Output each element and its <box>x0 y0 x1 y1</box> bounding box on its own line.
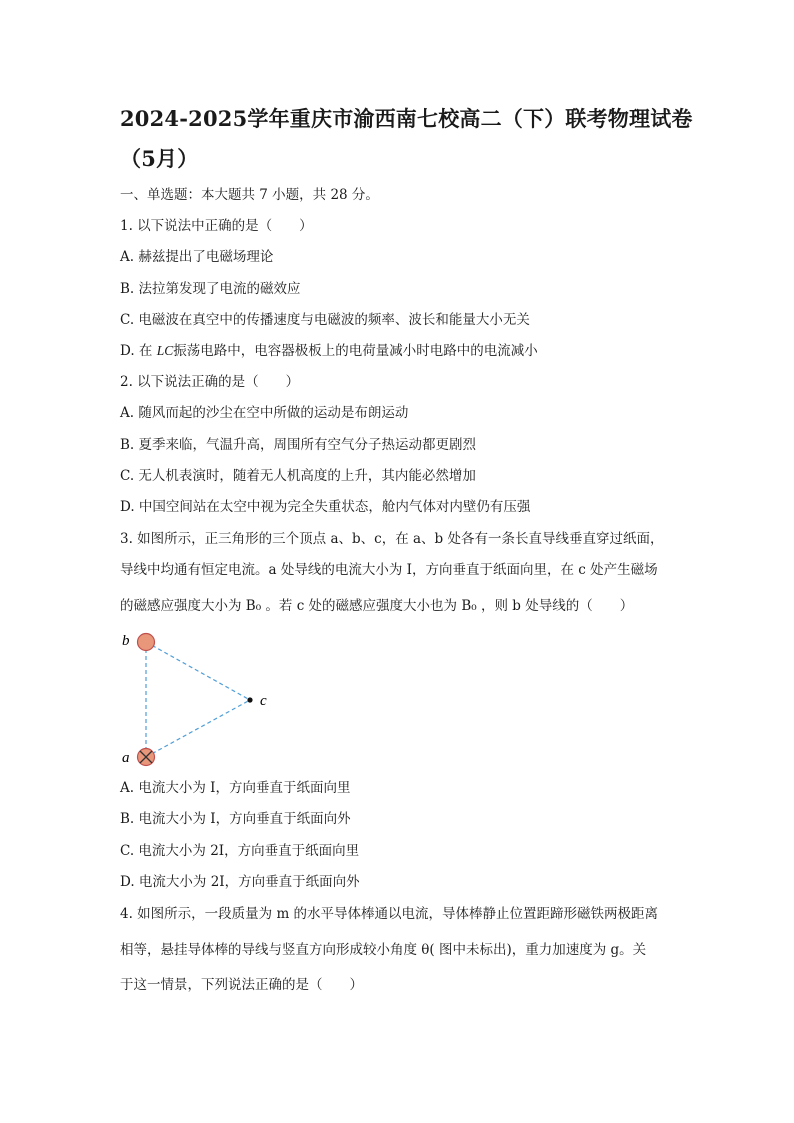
triangle-wire-diagram <box>118 625 278 770</box>
q3-stem-line2: 导线中均通有恒定电流。a 处导线的电流大小为 I，方向垂直于纸面向里，在 c 处产生磁场 <box>120 562 658 578</box>
exam-title-line1: 2024-2025学年重庆市渝西南七校高二（下）联考物理试卷 <box>120 106 693 131</box>
q1-option-d-variable: LC <box>156 343 174 358</box>
q2-option-a: A. 随风而起的沙尘在空中所做的运动是布朗运动 <box>120 405 409 421</box>
q1-option-d <box>120 342 538 360</box>
q3-stem-line1: 3. 如图所示，正三角形的三个顶点 a、b、c，在 a、b 处各有一条长直导线垂直穿过纸面， <box>120 531 664 547</box>
q4-stem-line1: 4. 如图所示，一段质量为 m 的水平导体棒通以电流，导体棒静止位置距蹄形磁铁两极距离 <box>120 906 659 922</box>
q1-option-d-prefix: D. 在 <box>120 343 153 359</box>
q4-stem-line2: 相等，悬挂导体棒的导线与竖直方向形成较小角度 θ( 图中未标出)，重力加速度为 g。关 <box>120 942 647 958</box>
wire-b-icon <box>138 634 155 651</box>
q2-option-d: D. 中国空间站在太空中视为完全失重状态，舱内气体对内壁仍有压强 <box>120 499 531 515</box>
q3-option-d: D. 电流大小为 2I，方向垂直于纸面向外 <box>120 874 360 890</box>
q1-stem: 1. 以下说法中正确的是（ ） <box>120 218 313 234</box>
exam-title-line2: （5月） <box>120 146 199 171</box>
q1-option-b: B. 法拉第发现了电流的磁效应 <box>120 281 301 297</box>
label-b: b <box>122 633 130 649</box>
label-c: c <box>260 693 267 709</box>
q2-option-b: B. 夏季来临，气温升高，周围所有空气分子热运动都更剧烈 <box>120 437 477 453</box>
q1-option-d-rest: 振荡电路中，电容器极板上的电荷量减小时电路中的电流减小 <box>173 343 538 359</box>
wire-a-into-page-icon <box>138 749 155 766</box>
q3-option-c: C. 电流大小为 2I，方向垂直于纸面向里 <box>120 843 360 859</box>
edge-ac <box>146 700 250 757</box>
q1-option-c: C. 电磁波在真空中的传播速度与电磁波的频率、波长和能量大小无关 <box>120 312 530 328</box>
q3-option-b: B. 电流大小为 I，方向垂直于纸面向外 <box>120 811 351 827</box>
q3-stem-line3: 的磁感应强度大小为 B₀ 。若 c 处的磁感应强度大小也为 B₀ ，则 b 处导线的（ ） <box>120 598 634 614</box>
point-c <box>247 697 252 702</box>
label-a: a <box>122 750 130 766</box>
q2-stem: 2. 以下说法正确的是（ ） <box>120 374 300 390</box>
q4-stem-line3: 于这一情景，下列说法正确的是（ ） <box>120 977 363 993</box>
section-heading: 一、单选题：本大题共 7 小题，共 28 分。 <box>120 187 379 203</box>
q2-option-c: C. 无人机表演时，随着无人机高度的上升，其内能必然增加 <box>120 468 476 484</box>
q3-option-a: A. 电流大小为 I，方向垂直于纸面向里 <box>120 780 351 796</box>
q1-option-a: A. 赫兹提出了电磁场理论 <box>120 249 274 265</box>
edge-bc <box>146 642 250 700</box>
